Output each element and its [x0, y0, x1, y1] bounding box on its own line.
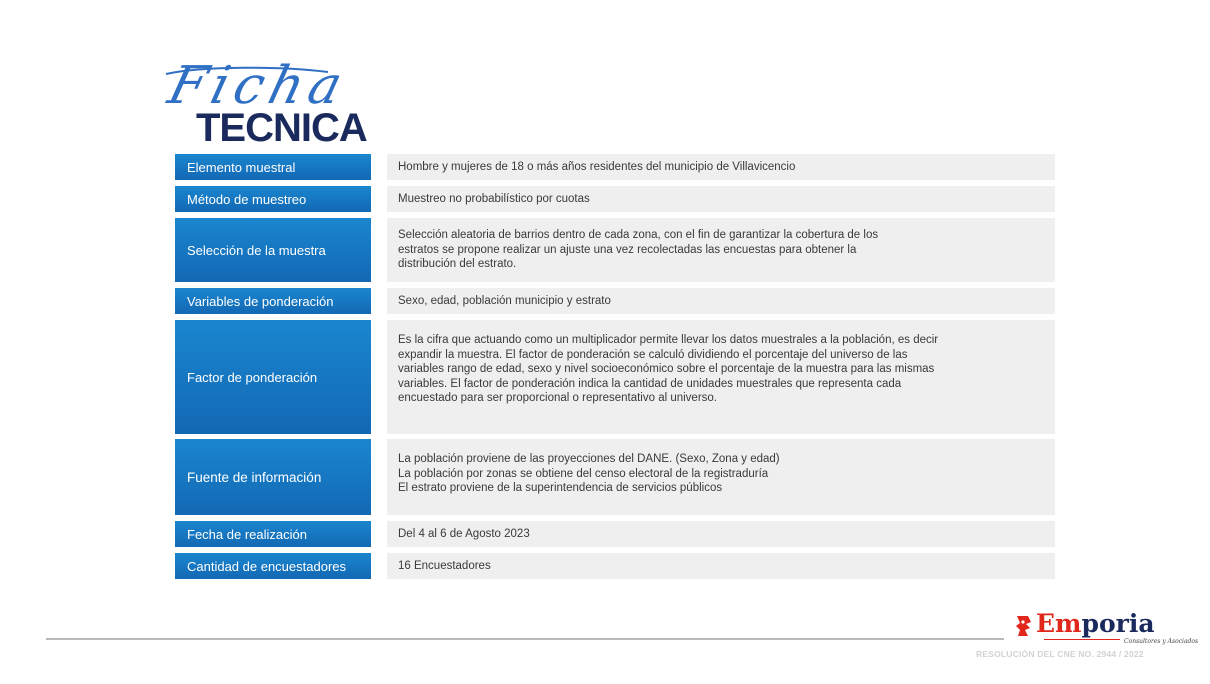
logo-wordmark: Emporia — [1036, 609, 1155, 638]
value-line: estratos se propone realizar un ajuste una vez recolectadas las encuestas para obtener la — [398, 243, 857, 256]
row-label: Método de muestreo — [175, 186, 371, 212]
row-label: Variables de ponderación — [175, 288, 371, 314]
value-line: distribución del estrato. — [398, 258, 517, 270]
resolution-note: RESOLUCIÓN DEL CNE NO. 2944 / 2022 — [976, 649, 1144, 659]
row-value — [387, 439, 1055, 515]
title-main: TECNICA — [196, 106, 367, 150]
value-line: variables rango de edad, sexo y nivel socioeconómico sobre el porcentaje de la muestra para las mismas — [398, 363, 935, 375]
table-row — [175, 186, 1055, 212]
title-script: Ficha — [162, 56, 354, 116]
page-title — [160, 56, 400, 148]
row-label: Elemento muestral — [175, 154, 371, 180]
value-line: Del 4 al 6 de Agosto 2023 — [398, 527, 530, 540]
row-label: Fuente de información — [175, 439, 371, 515]
table-row — [175, 553, 1055, 579]
value-line: Selección aleatoria de barrios dentro de cada zona, con el fin de garantizar la cobertura de los — [398, 229, 879, 241]
table-row — [175, 154, 1055, 180]
value-line: Hombre y mujeres de 18 o más años residentes del municipio de Villavicencio — [398, 160, 796, 173]
row-value — [387, 288, 1055, 314]
table-row — [175, 521, 1055, 547]
value-line: La población por zonas se obtiene del censo electoral de la registraduría — [398, 467, 769, 480]
table-row — [175, 439, 1055, 515]
value-line: Muestreo no probabilístico por cuotas — [398, 192, 590, 205]
logo-underline — [1044, 639, 1120, 640]
table-row — [175, 288, 1055, 314]
value-line: variables. El factor de ponderación indica la cantidad de unidades muestrales que representa cada — [398, 377, 902, 390]
table-row — [175, 218, 1055, 282]
value-line: La población proviene de las proyecciones del DANE. (Sexo, Zona y edad) — [398, 453, 780, 465]
row-label: Factor de ponderación — [175, 320, 371, 434]
value-line: 16 Encuestadores — [398, 559, 491, 572]
table-row — [175, 320, 1055, 434]
value-line: encuestado para ser proporcional o representativo al universo. — [398, 392, 717, 404]
row-label: Cantidad de encuestadores — [175, 553, 371, 579]
row-value — [387, 320, 1055, 434]
row-value — [387, 154, 1055, 180]
row-value — [387, 521, 1055, 547]
row-label: Fecha de realización — [175, 521, 371, 547]
row-label: Selección de la muestra — [175, 218, 371, 282]
logo-tagline: Consultores y Asociados — [1124, 638, 1199, 645]
value-line: El estrato proviene de la superintendencia de servicios públicos — [398, 482, 723, 494]
value-line: Es la cifra que actuando como un multiplicador permite llevar los datos muestrales a la población, es decir — [398, 334, 939, 346]
value-line: Sexo, edad, población municipio y estrato — [398, 294, 611, 307]
footer-divider — [46, 638, 1004, 640]
row-value — [387, 218, 1055, 282]
row-value — [387, 186, 1055, 212]
logo-emblem-icon — [1014, 614, 1034, 638]
row-value — [387, 553, 1055, 579]
brand-logo — [1014, 609, 1199, 646]
value-line: expandir la muestra. El factor de ponderación se calculó dividiendo el porcentaje del universo de las — [398, 348, 908, 361]
